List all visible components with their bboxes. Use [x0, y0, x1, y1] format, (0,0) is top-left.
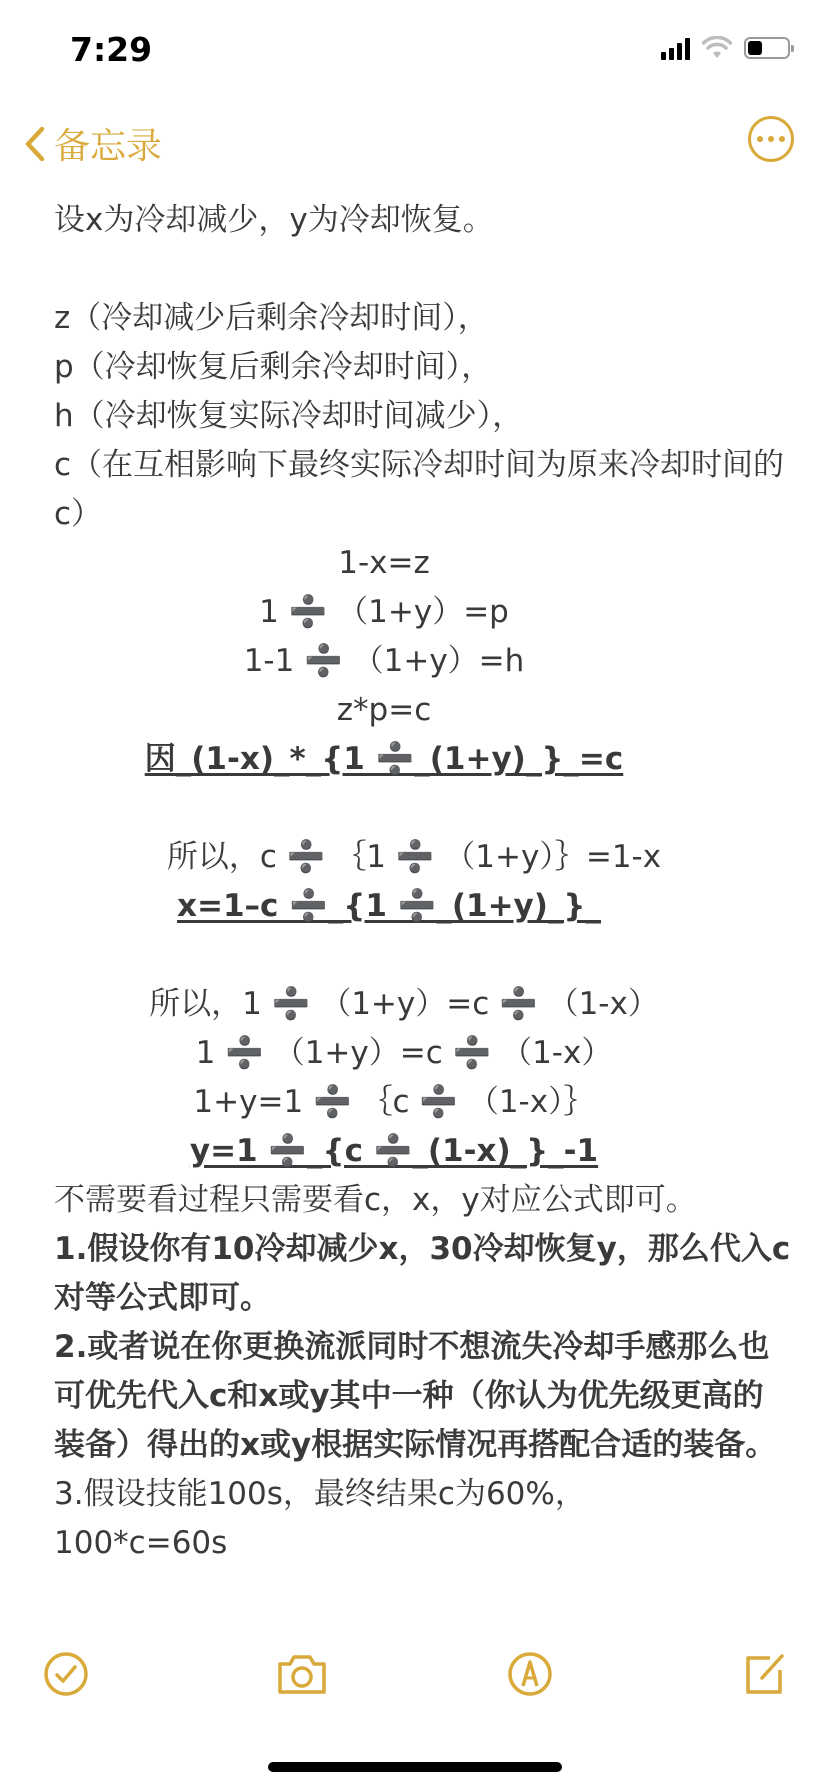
status-time: 7:29	[70, 30, 153, 69]
camera-icon	[274, 1650, 330, 1698]
battery-icon	[744, 37, 790, 59]
status-icons	[661, 36, 790, 60]
more-button[interactable]	[748, 116, 794, 162]
checkmark-circle-icon	[42, 1650, 90, 1698]
pen-circle-icon	[506, 1650, 554, 1698]
status-bar	[0, 0, 828, 96]
note-line: 设x为冷却减少，y为冷却恢复。	[54, 202, 494, 238]
equation: 因_(1-x)_*_{1 ➗_(1+y)_}_=c	[144, 741, 624, 777]
note-body[interactable]	[54, 196, 794, 1568]
equation: 1-1 ➗ （1+y）=h	[243, 643, 525, 679]
note-line: p（冷却恢复后剩余冷却时间），	[54, 349, 493, 385]
chevron-left-icon	[24, 126, 46, 162]
markup-button[interactable]	[506, 1650, 554, 1702]
home-indicator	[268, 1762, 562, 1772]
checklist-button[interactable]	[42, 1650, 90, 1702]
equation: 1+y=1 ➗ ｛c ➗ （1-x）｝	[193, 1084, 595, 1120]
compose-icon	[740, 1650, 788, 1698]
note-line: h（冷却恢复实际冷却时间减少），	[54, 398, 524, 434]
equation: y=1 ➗_{c ➗_(1-x)_}_-1	[189, 1133, 599, 1169]
wifi-icon	[702, 36, 732, 60]
note-paragraph: 2.或者说在你更换流派同时不想流失冷却手感那么也可优先代入c和x或y其中一种（你认为优先级更高的装备）得出的x或y根据实际情况再搭配合适的装备。	[54, 1329, 777, 1463]
cellular-signal-icon	[661, 36, 690, 60]
equation: 1 ➗ （1+y）=c ➗ （1-x）	[195, 1035, 613, 1071]
ellipsis-circle-icon	[757, 136, 763, 142]
note-line: 100*c=60s	[54, 1525, 228, 1561]
note-line: 不需要看过程只需要看c，x，y对应公式即可。	[54, 1182, 697, 1218]
compose-button[interactable]	[740, 1650, 788, 1702]
equation: 所以，1 ➗ （1+y）=c ➗ （1-x）	[149, 986, 659, 1022]
equation: 1-x=z	[338, 545, 430, 581]
back-button[interactable]	[24, 118, 162, 169]
camera-button[interactable]	[274, 1650, 330, 1702]
nav-bar	[0, 110, 828, 180]
note-line: c（在互相影响下最终实际冷却时间为原来冷却时间的c）	[54, 447, 785, 532]
equation: 1 ➗ （1+y）=p	[259, 594, 509, 630]
equation: 所以，c ➗ ｛1 ➗ （1+y）｝=1-x	[166, 839, 662, 875]
note-paragraph: 1.假设你有10冷却减少x，30冷却恢复y，那么代入c对等公式即可。	[54, 1231, 791, 1316]
note-line: z（冷却减少后剩余冷却时间），	[54, 300, 489, 336]
equation: x=1–c ➗_{1 ➗_(1+y)_}_	[177, 888, 601, 924]
bottom-toolbar	[0, 1650, 828, 1720]
note-line: 3.假设技能100s，最终结果c为60%，	[54, 1476, 586, 1512]
back-label: 备忘录	[54, 126, 163, 167]
equation: z*p=c	[336, 692, 432, 728]
